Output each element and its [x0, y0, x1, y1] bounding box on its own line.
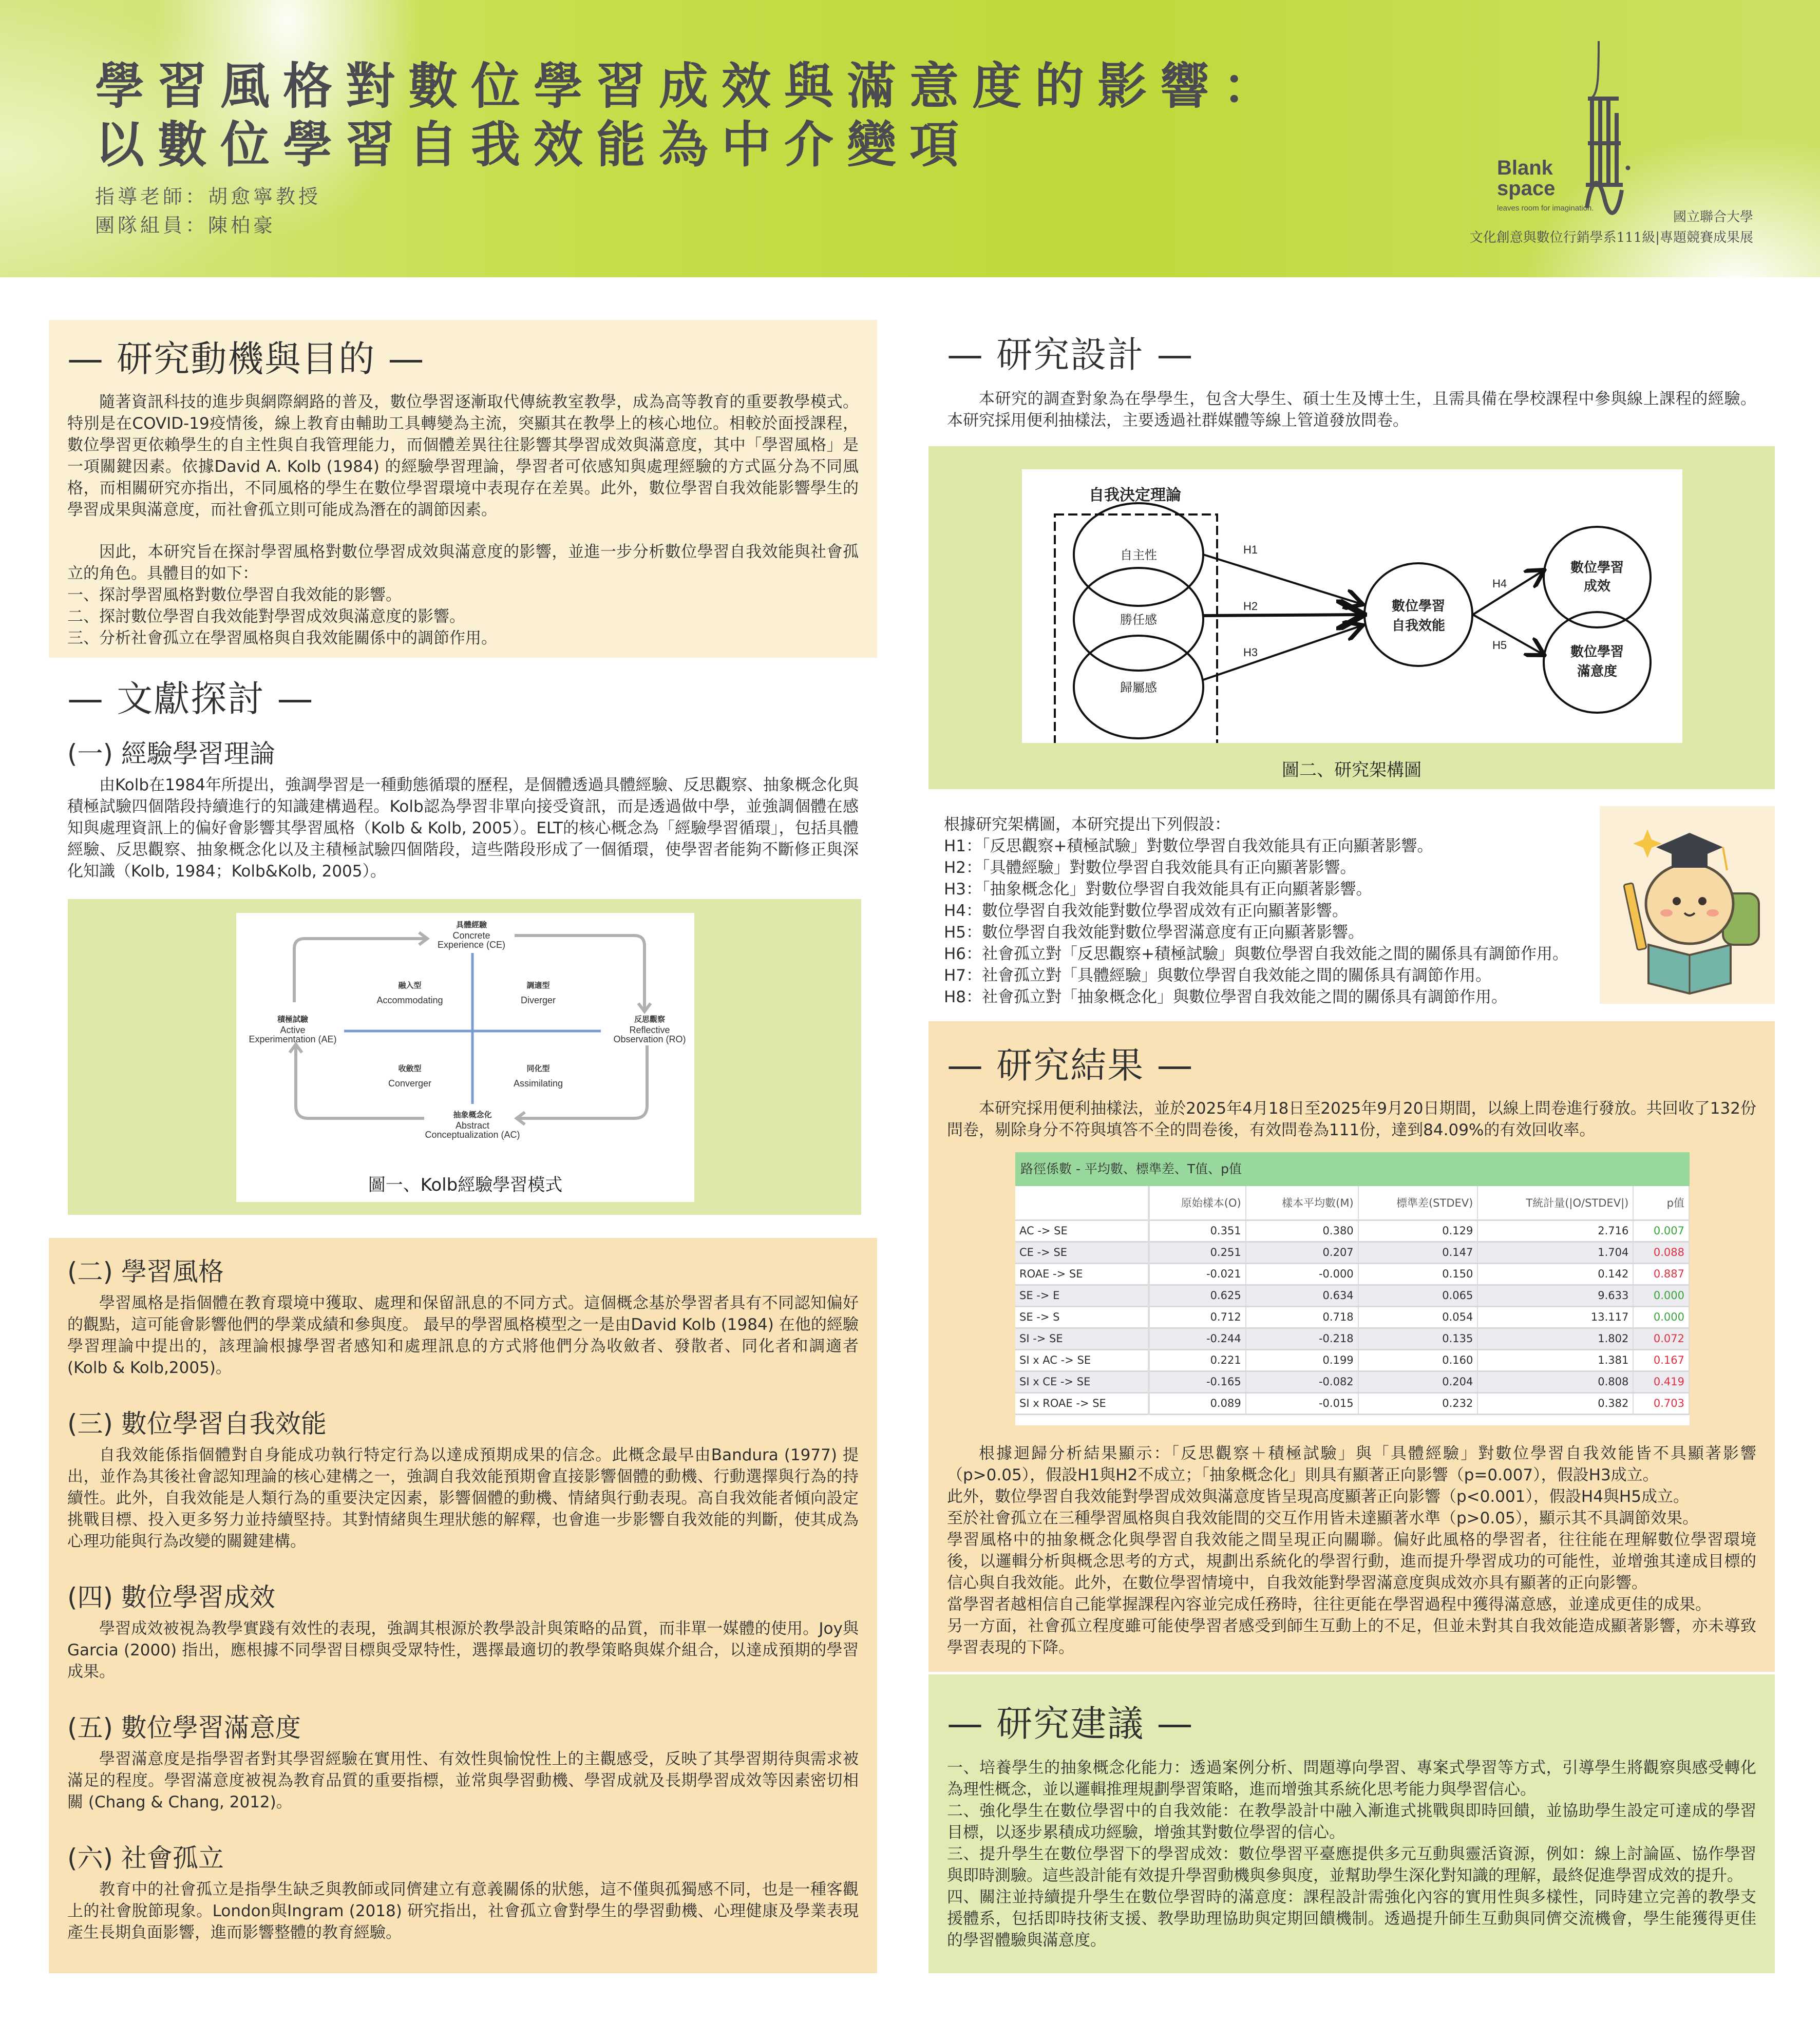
table-cell: 0.251 [1149, 1242, 1246, 1263]
ae-label-zh: 積極試驗 [277, 1015, 309, 1024]
path-label-h5: H5 [1492, 639, 1507, 652]
column-header: 標準差(STDEV) [1358, 1186, 1478, 1220]
path-label-h4: H4 [1492, 577, 1507, 590]
ce-label-en2: Experience (CE) [437, 940, 506, 950]
table-cell: 0.712 [1149, 1306, 1246, 1328]
table-cell: 0.382 [1477, 1392, 1633, 1414]
table-row [1015, 1392, 1689, 1414]
poster-title-line1: 學習風格對數位學習成效與滿意度的影響： [95, 58, 1285, 115]
path-label: SE -> E [1015, 1285, 1149, 1306]
logo-word-space: space [1497, 177, 1556, 200]
goal-item: 三、分析社會孤立在學習風格與自我效能關係中的調節作用。 [67, 629, 497, 647]
table-cell: -0.165 [1149, 1371, 1246, 1392]
hypothesis-item: H5：數位學習自我效能對數位學習滿意度有正向顯著影響。 [944, 923, 1364, 942]
node-label: 自主性 [1120, 548, 1157, 562]
design-section [928, 326, 1775, 444]
path-label-h1: H1 [1243, 543, 1258, 556]
column-header [1015, 1186, 1149, 1220]
path-coefficient-table [1015, 1152, 1690, 1425]
research-framework-diagram [1022, 469, 1682, 743]
framework-figure [1022, 469, 1682, 743]
satisfaction-text: 學習滿意度是指學習者對其學習經驗在實用性、有效性與愉悅性上的主觀感受，反映了其學習期待與需求被滿足的程度。學習滿意度被視為教育品質的重要指標，並常與學習動機、學習成就及長期學習成效等因素密切相關 (Chang & Chang, 2012)。 [67, 1750, 859, 1811]
discussion-paragraph: 根據迴歸分析結果顯示：「反思觀察＋積極試驗」與「具體經驗」對數位學習自我效能皆不具顯著影響（p>0.05），假設H1與H2不成立；「抽象概念化」則具有顯著正向影響（p=0.007），假設H3成立。 [947, 1444, 1756, 1484]
suggestion-item: 一、培養學生的抽象概念化能力：透過案例分析、問題導向學習、專案式學習等方式，引導學生將觀察與感受轉化為理性概念，並以邏輯推理規劃學習策略，進而增強其系統化思考能力與學習信心。 [947, 1759, 1756, 1799]
path-label: AC -> SE [1015, 1220, 1149, 1242]
node-label: 數位學習 [1570, 560, 1624, 575]
table-cell: 0.625 [1149, 1285, 1246, 1306]
table-cell: 9.633 [1477, 1285, 1633, 1306]
subsection-title: (一) 經驗學習理論 [67, 739, 275, 769]
suggestion-item: 四、關注並持續提升學生在數位學習時的滿意度：課程設計需強化內容的實用性與多樣性，同時建立完善的教學支援體系，包括即時技術支援、教學助理協助與定期回饋機制。透過提升師生互動與同儕交流機會，學生能獲得更佳的學習體驗與滿意度。 [947, 1888, 1756, 1950]
node-label: 滿意度 [1577, 663, 1618, 679]
path-label: SI x AC -> SE [1015, 1349, 1149, 1371]
table-cell: 2.716 [1477, 1220, 1633, 1242]
table-cell: 0.160 [1358, 1349, 1478, 1371]
path-label-h3: H3 [1243, 646, 1258, 659]
path-label: ROAE -> SE [1015, 1263, 1149, 1285]
table-row [1015, 1349, 1689, 1371]
motivation-heading: — 研究動機與目的 — [67, 338, 425, 380]
table-cell: 0.207 [1246, 1242, 1358, 1263]
p-value: 0.000 [1633, 1285, 1689, 1306]
subsection-title: (三) 數位學習自我效能 [67, 1409, 327, 1439]
figure1-caption: 圖一、Kolb經驗學習模式 [368, 1175, 563, 1195]
table-row [1015, 1371, 1689, 1392]
path-label: SI -> SE [1015, 1328, 1149, 1349]
self-efficacy-text: 自我效能係指個體對自身能成功執行特定行為以達成預期成果的信念。此概念最早由Bandura (1977) 提出，並作為其後社會認知理論的核心建構之一，強調自我效能預期會直接影響個體的動機、行動選擇與行為的持續性。此外，自我效能是人類行為的重要決定因素，影響個體的動機、情緒與行動表現。高自我效能者傾向設定挑戰目標、投入更多努力並持續堅持。其對情緒與生理狀態的解釋，也會進一步影響自我效能的判斷，使其成為心理功能與行為改變的關鍵建構。 [67, 1446, 859, 1551]
discussion-paragraph: 至於社會孤立在三種學習風格與自我效能間的交互作用皆未達顯著水準（p>0.05），顯示其不具調節效果。 [947, 1509, 1699, 1528]
blank-space-logo [1489, 36, 1736, 221]
ce-label-zh: 具體經驗 [456, 921, 487, 929]
table-row [1015, 1328, 1689, 1349]
p-value: 0.887 [1633, 1263, 1689, 1285]
table-row [1015, 1263, 1689, 1285]
discussion-paragraph: 當學習者越相信自己能掌握課程內容並完成任務時，往往更能在學習過程中獲得滿意感，並達成更佳的成果。 [947, 1595, 1711, 1614]
table-cell: 1.802 [1477, 1328, 1633, 1349]
table-cell: -0.021 [1149, 1263, 1246, 1285]
ac-label-en2: Conceptualization (AC) [425, 1130, 520, 1140]
hypothesis-item: H8：社會孤立對「抽象概念化」與數位學習自我效能之間的關係具有調節作用。 [944, 988, 1508, 1006]
kolb-figure [236, 913, 694, 1202]
p-value: 0.007 [1633, 1220, 1689, 1242]
theory-label: 自我決定理論 [1089, 487, 1181, 504]
ro-label-en2: Observation (RO) [613, 1034, 686, 1044]
table-row [1015, 1306, 1689, 1328]
column-header: 原始樣本(O) [1149, 1186, 1246, 1220]
table-cell: 0.634 [1246, 1285, 1358, 1306]
table-cell: -0.082 [1246, 1371, 1358, 1392]
logo-mark-icon [1489, 36, 1736, 221]
table-cell: 0.221 [1149, 1349, 1246, 1371]
suggestion-item: 三、提升學生在數位學習下的學習成效：數位學習平臺應提供多元互動與靈活資源，例如：線上討論區、協作學習與即時測驗。這些設計能有效提升學習動機與參與度，並幫助學生深化對知識的理解，最終促進學習成效的提升。 [947, 1845, 1756, 1885]
goal-item: 一、探討學習風格對數位學習自我效能的影響。 [67, 586, 402, 604]
department-exhibition: 文化創意與數位行銷學系111級|專題競賽成果展 [1469, 230, 1753, 245]
social-isolation-text: 教育中的社會孤立是指學生缺乏與教師或同儕建立有意義關係的狀態，這不僅與孤獨感不同，也是一種客觀上的社會脫節現象。London與Ingram (2018) 研究指出，社會孤立會對學生的學習動機、心理健康及學業表現產生長期負面影響，進而影響整體的教育經驗。 [67, 1880, 859, 1942]
ac-label-en1: Abstract [455, 1120, 490, 1131]
advisor: 指導老師：胡愈寧教授 [95, 185, 321, 208]
ae-label-en1: Active [280, 1025, 306, 1035]
kolb-figure-panel [68, 899, 861, 1215]
node-self-efficacy [1364, 563, 1472, 666]
subsection-title: (五) 數位學習滿意度 [67, 1713, 301, 1743]
arrow-h1 [1203, 555, 1361, 604]
accommodating-zh: 融入型 [398, 981, 422, 990]
table-cell: 0.232 [1358, 1392, 1478, 1414]
node-label: 數位學習 [1391, 598, 1446, 614]
p-value: 0.703 [1633, 1392, 1689, 1414]
table-cell: 0.150 [1358, 1263, 1478, 1285]
ac-label-zh: 抽象概念化 [453, 1111, 492, 1119]
table-cell: 0.808 [1477, 1371, 1633, 1392]
motivation-section [49, 320, 877, 658]
framework-panel [928, 446, 1775, 789]
path-label: SI x ROAE -> SE [1015, 1392, 1149, 1414]
p-value: 0.088 [1633, 1242, 1689, 1263]
student-mascot-illustration [1600, 806, 1775, 1004]
column-header: 樣本平均數(M) [1246, 1186, 1358, 1220]
accommodating-en: Accommodating [376, 995, 443, 1005]
poster-header [0, 0, 1820, 277]
motivation-paragraph-2: 因此，本研究旨在探討學習風格對數位學習成效與滿意度的影響，並進一步分析數位學習自我效能與社會孤立的角色。具體目的如下： [67, 543, 859, 583]
node-label: 勝任感 [1120, 613, 1157, 627]
p-value: 0.167 [1633, 1349, 1689, 1371]
table-cell: 1.381 [1477, 1349, 1633, 1371]
kolb-cycle-diagram [236, 913, 694, 1170]
hypothesis-item: H4：數位學習自我效能對數位學習成效有正向顯著影響。 [944, 902, 1349, 920]
results-intro: 本研究採用便利抽樣法，並於2025年4月18日至2025年9月20日期間，以線上問卷進行發放。共回收了132份問卷，剔除身分不符與填答不全的問卷後，有效問卷為111份，達到84.09%的有效回收率。 [947, 1099, 1756, 1139]
subsection-title: (六) 社會孤立 [67, 1843, 224, 1873]
literature-intro [49, 670, 877, 896]
suggestions-section [928, 1674, 1775, 1973]
suggestion-item: 二、強化學生在數位學習中的自我效能：在教學設計中融入漸進式挑戰與即時回饋，並協助學生設定可達成的學習目標，以逐步累積成功經驗，增強其對數位學習的信心。 [947, 1802, 1756, 1842]
node-label: 數位學習 [1570, 644, 1624, 659]
hypotheses-intro: 根據研究架構圖，本研究提出下列假設： [944, 815, 1230, 834]
column-header: p值 [1633, 1186, 1689, 1220]
discussion-paragraph: 另一方面，社會孤立程度雖可能使學習者感受到師生互動上的不足，但並未對其自我效能造成顯著影響，亦未導致學習表現的下降。 [947, 1616, 1756, 1657]
table-cell: 0.065 [1358, 1285, 1478, 1306]
results-section [928, 1021, 1775, 1672]
table-row [1015, 1220, 1689, 1242]
experiential-learning-text: 由Kolb在1984年所提出，強調學習是一種動態循環的歷程，是個體透過具體經驗、反思觀察、抽象概念化與積極試驗四個階段持續進行的知識建構過程。Kolb認為學習非單向接受資訊，而是透過做中學，並強調個體在感知與處理資訊上的偏好會影響其學習風格（Kolb & Kolb, 2005）。ELT的核心概念為「經驗學習循環」，包括具體經驗、反思觀察、抽象概念化以及主積極試驗四個階段，這些階段形成了一個循環，使學習者能夠不斷修正與深化知識（Kolb, 1984；Kolb&Kolb, 2005）。 [67, 776, 859, 881]
table-cell: -0.218 [1246, 1328, 1358, 1349]
p-value: 0.419 [1633, 1371, 1689, 1392]
literature-subsections [49, 1238, 877, 1973]
path-label: CE -> SE [1015, 1242, 1149, 1263]
p-value: 0.072 [1633, 1328, 1689, 1349]
arrow-h4 [1473, 571, 1543, 615]
table-cell: 0.142 [1477, 1263, 1633, 1285]
hypothesis-item: H6：社會孤立對「反思觀察+積極試驗」與數位學習自我效能之間的關係具有調節作用。 [944, 945, 1569, 963]
assimilating-en: Assimilating [513, 1078, 563, 1089]
node-label: 成效 [1583, 578, 1611, 594]
path-label-h2: H2 [1243, 600, 1258, 613]
discussion-paragraph: 此外，數位學習自我效能對學習成效與滿意度皆呈現高度顯著正向影響（p<0.001），假設H4與H5成立。 [947, 1487, 1689, 1506]
results-heading: — 研究結果 — [947, 1044, 1194, 1086]
diverger-zh: 調適型 [526, 981, 550, 990]
table-cell: 0.380 [1246, 1220, 1358, 1242]
figure2-caption: 圖二、研究架構圖 [1282, 760, 1421, 780]
team-members: 團隊組員：陳柏豪 [95, 214, 276, 237]
table-cell: 0.129 [1358, 1220, 1478, 1242]
table-row [1015, 1285, 1689, 1306]
arrow-ae-to-ce [294, 939, 426, 1002]
table-cell: 13.117 [1477, 1306, 1633, 1328]
table-cell: 0.147 [1358, 1242, 1478, 1263]
table-cell: 1.704 [1477, 1242, 1633, 1263]
ro-label-en1: Reflective [629, 1025, 670, 1035]
motivation-paragraph-1: 隨著資訊科技的進步與網際網路的普及，數位學習逐漸取代傳統教室教學，成為高等教育的重要教學模式。特別是在COVID-19疫情後，線上教育由輔助工具轉變為主流，突顯其在教學上的核心地位。相較於面授課程，數位學習更依賴學生的自主性與自我管理能力，而個體差異往往影響其學習成效與滿意度，其中「學習風格」是一項關鍵因素。依據David A. Kolb (1984) 的經驗學習理論，學習者可依感知與處理經驗的方式區分為不同風格，而相關研究亦指出，不同風格的學生在數位學習環境中表現存在差異。此外，數位學習自我效能影響學生的學習成果與滿意度，而社會孤立則可能成為潛在的調節因素。 [67, 393, 859, 519]
node-label: 歸屬感 [1120, 681, 1157, 695]
coefficients-table [1015, 1186, 1690, 1415]
converger-zh: 收斂型 [398, 1064, 422, 1073]
p-value: 0.000 [1633, 1306, 1689, 1328]
path-label: SI x CE -> SE [1015, 1371, 1149, 1392]
table-cell: -0.000 [1246, 1263, 1358, 1285]
hypothesis-item: H7：社會孤立對「具體經驗」與數位學習自我效能之間的關係具有調節作用。 [944, 966, 1492, 985]
table-cell: 0.718 [1246, 1306, 1358, 1328]
arrow-h2 [1203, 615, 1361, 616]
table-cell: 0.054 [1358, 1306, 1478, 1328]
literature-heading: — 文獻探討 — [67, 678, 314, 720]
path-label: SE -> S [1015, 1306, 1149, 1328]
table-cell: 0.199 [1246, 1349, 1358, 1371]
logo-word-blank: Blank [1497, 157, 1553, 179]
subsection-title: (四) 數位學習成效 [67, 1582, 275, 1612]
poster-title-line2: 以數位學習自我效能為中介變項 [95, 116, 972, 174]
learning-outcome-text: 學習成效被視為教學實踐有效性的表現，強調其根源於教學設計與策略的品質，而非單一媒體的使用。Joy與Garcia (2000) 指出，應根據不同學習目標與受眾特性，選擇最適切的教學策略與媒介組合，以達成預期的學習成果。 [67, 1619, 859, 1681]
logo-tagline: leaves room for imagination. [1497, 204, 1594, 213]
results-discussion [947, 1443, 1756, 1658]
subsection-title: (二) 學習風格 [67, 1257, 224, 1287]
table-title: 路徑係數 - 平均數、標準差、T值、p值 [1015, 1152, 1690, 1186]
design-heading: — 研究設計 — [947, 334, 1194, 376]
ce-label-en1: Concrete [452, 930, 490, 941]
hypothesis-item: H2：「具體經驗」對數位學習自我效能具有正向顯著影響。 [944, 859, 1356, 877]
ro-label-zh: 反思觀察 [634, 1015, 666, 1024]
assimilating-zh: 同化型 [526, 1064, 550, 1073]
graduate-mascot-icon [1600, 806, 1775, 1004]
goal-item: 二、探討數位學習自我效能對學習成效與滿意度的影響。 [67, 607, 465, 626]
diverger-en: Diverger [520, 995, 556, 1005]
design-text: 本研究的調查對象為在學學生，包含大學生、碩士生及博士生，且需具備在學校課程中參與線上課程的經驗。本研究採用便利抽樣法，主要透過社群媒體等線上管道發放問卷。 [947, 390, 1756, 430]
table-row [1015, 1242, 1689, 1263]
arrow-h3 [1203, 626, 1361, 680]
learning-style-text: 學習風格是指個體在教育環境中獲取、處理和保留訊息的不同方式。這個概念基於學習者具有不同認知偏好的觀點，這可能會影響他們的學業成績和參與度。 最早的學習風格模型之一是由David Kolb (1984) 在他的經驗學習理論中提出的，該理論根據學習者感知和處理訊息的方式將他們分為收斂者、發散者、同化者和調適者 (Kolb & Kolb,2005)。 [67, 1294, 859, 1377]
table-cell: 0.204 [1358, 1371, 1478, 1392]
converger-en: Converger [388, 1078, 432, 1089]
table-cell: -0.244 [1149, 1328, 1246, 1349]
node-label: 自我效能 [1391, 618, 1446, 633]
suggestions-heading: — 研究建議 — [947, 1703, 1194, 1745]
table-cell: 0.351 [1149, 1220, 1246, 1242]
table-header-row [1015, 1186, 1689, 1220]
hypothesis-item: H3：「抽象概念化」對數位學習自我效能具有正向顯著影響。 [944, 880, 1372, 899]
hypothesis-item: H1：「反思觀察+積極試驗」對數位學習自我效能具有正向顯著影響。 [944, 837, 1433, 855]
hypotheses-list [944, 814, 1596, 1008]
column-header: T統計量(|O/STDEV|) [1477, 1186, 1633, 1220]
arrow-h5 [1473, 615, 1543, 654]
table-cell: 0.135 [1358, 1328, 1478, 1349]
university-name: 國立聯合大學 [1673, 209, 1753, 225]
table-cell: 0.089 [1149, 1392, 1246, 1414]
discussion-paragraph: 學習風格中的抽象概念化與學習自我效能之間呈現正向關聯。偏好此風格的學習者，往往能在理解數位學習環境後，以邏輯分析與概念思考的方式，規劃出系統化的學習行動，進而提升學習成功的可能性，並增強其達成目標的信心與自我效能。此外，在數位學習情境中，自我效能對學習滿意度與成效亦具有顯著的正向影響。 [947, 1530, 1756, 1592]
ae-label-en2: Experimentation (AE) [249, 1034, 337, 1044]
table-cell: -0.015 [1246, 1392, 1358, 1414]
